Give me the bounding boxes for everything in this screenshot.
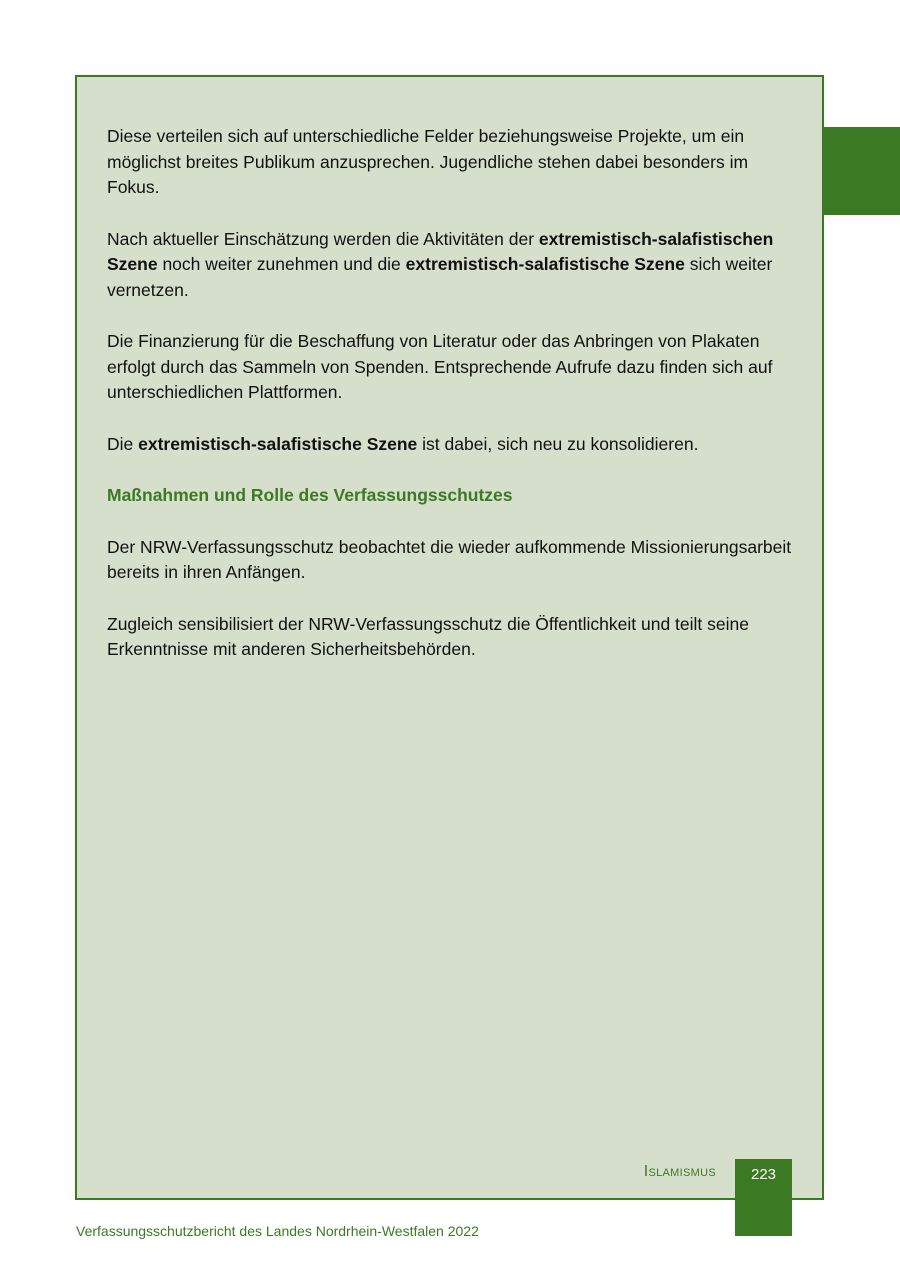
paragraph-2-bold-1: extremistisch-salafistischen Szene [107,228,774,274]
paragraph-4-text-1: Die [107,433,139,454]
paragraph-4-text-2: ist dabei, sich neu zu konsolidieren. [417,433,699,454]
paragraph-1: Diese verteilen sich auf unterschiedliche Felder beziehungsweise Projekte, um ein möglichst breites Publikum anzusprechen. Jugendliche stehen dabei besonders im Fokus. [107,126,749,197]
page-number: 223 [750,1166,777,1183]
paragraph-2-bold-2: extremistisch-salafistische Szene [405,254,685,274]
paragraph-4 [107,432,797,458]
paragraph-6: Zugleich sensibilisiert der NRW-Verfassungsschutz die Öffentlichkeit und teilt seine Erkenntnisse mit anderen Sicherheitsbehörden. [107,613,749,659]
paragraph-4-bold-1: extremistisch-salafistische Szene [138,433,418,454]
body-text [107,124,797,689]
page-number-box [735,1159,792,1236]
paragraph-2-text-2: noch weiter zunehmen und die [157,254,406,274]
chapter-tab-marker [823,127,900,215]
section-heading: Maßnahmen und Rolle des Verfassungsschutzes [107,485,513,505]
paragraph-2-text-1: Nach aktueller Einschätzung werden die Aktivitäten der [107,228,539,249]
footer-section-label: Islamismus [643,1163,716,1180]
paragraph-2-text-3: sich weiter vernetzen. [107,254,773,300]
paragraph-5: Der NRW-Verfassungsschutz beobachtet die wieder aufkommende Missionierungsarbeit bereits in ihren Anfängen. [107,536,792,582]
document-footer-title: Verfassungsschutzbericht des Landes Nordrhein-Westfalen 2022 [76,1223,479,1239]
paragraph-3: Die Finanzierung für die Beschaffung von Literatur oder das Anbringen von Plakaten erfolgt durch das Sammeln von Spenden. Entsprechende Aufrufe dazu finden sich auf unterschiedlichen Plattformen. [107,331,773,402]
paragraph-2 [107,227,797,304]
